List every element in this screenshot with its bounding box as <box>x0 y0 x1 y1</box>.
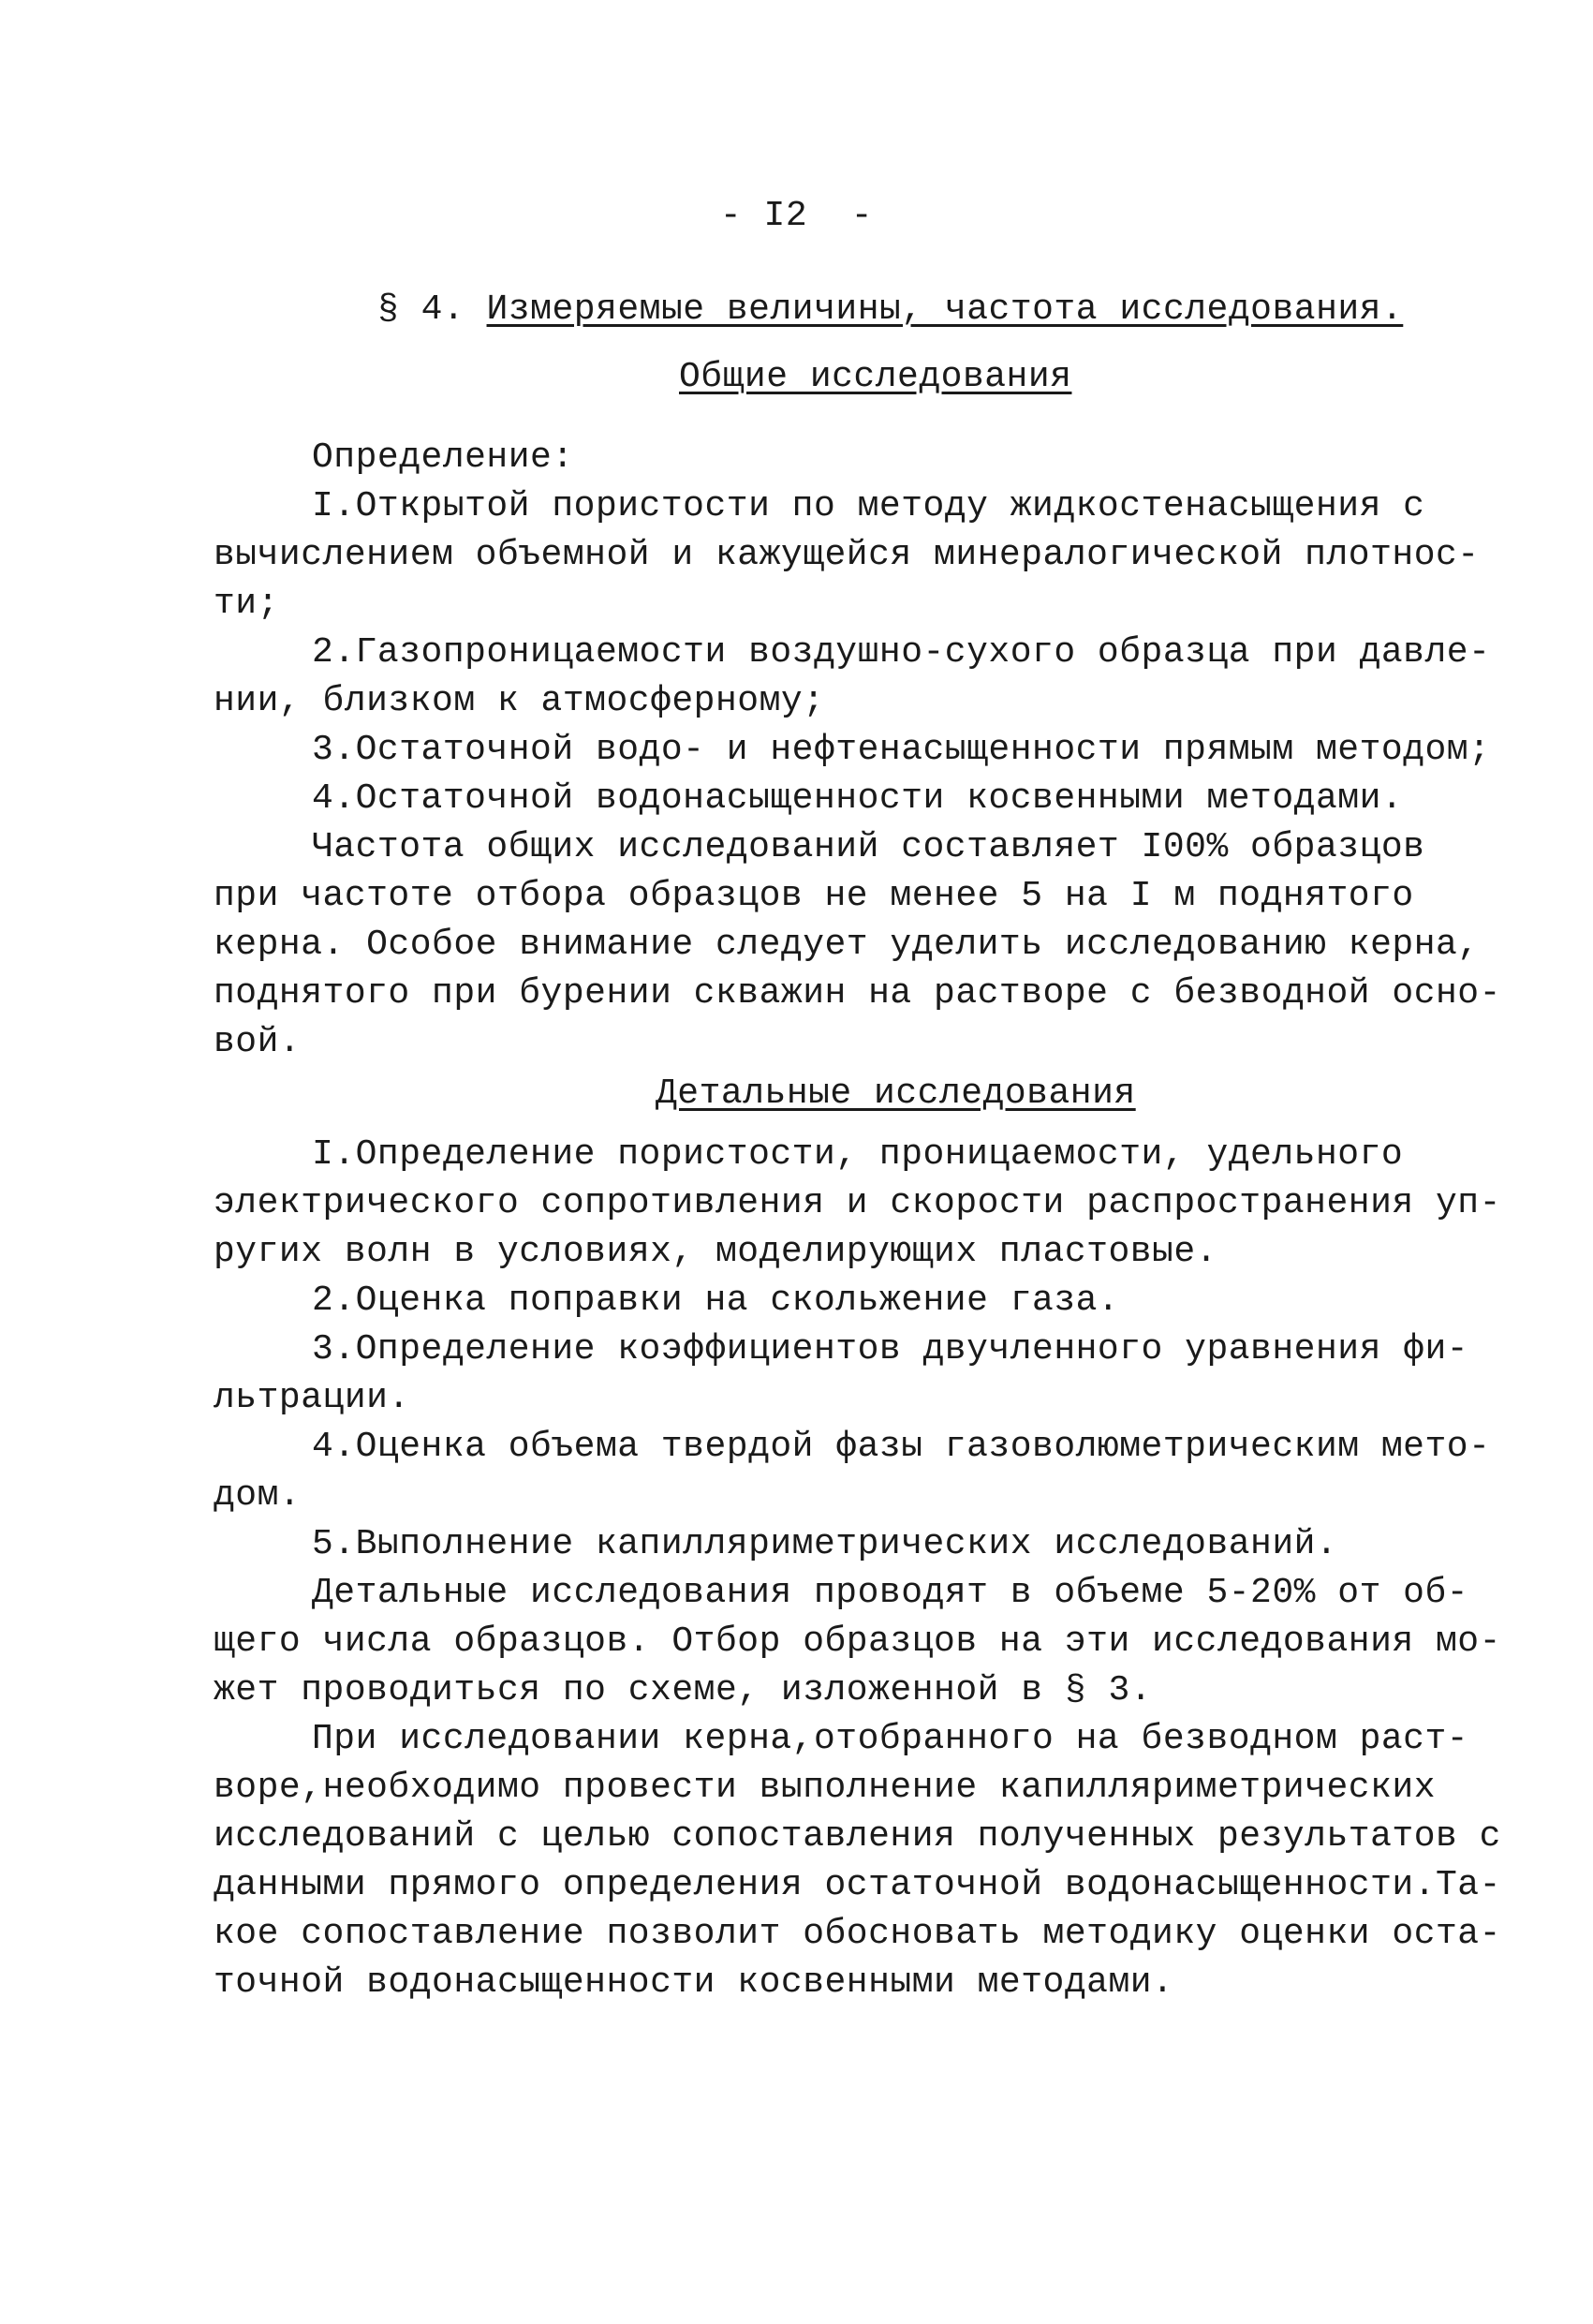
text-line: 3.Остаточной водо- и нефтенасыщенности прямым методом; <box>312 730 1491 770</box>
section-title: Измеряемые величины, частота исследования. <box>486 289 1404 330</box>
text-line: 4.Оценка объема твердой фазы газоволюметрическим мето- <box>312 1427 1491 1467</box>
section-heading <box>377 289 1403 332</box>
text-line: При исследовании керна,отобранного на безводном раст- <box>312 1719 1469 1759</box>
section-sign: § 4. <box>377 289 487 330</box>
text-line: 2.Оценка поправки на скольжение газа. <box>312 1280 1120 1321</box>
text-line: при частоте отбора образцов не менее 5 на I м поднятого <box>214 876 1414 916</box>
text-line: 4.Остаточной водонасыщенности косвенными методами. <box>312 778 1404 819</box>
text-line: поднятого при бурении скважин на растворе с безводной осно- <box>214 973 1501 1014</box>
text-line: исследований с целью сопоставления полученных результатов с <box>214 1816 1501 1857</box>
text-line: нии, близком к атмосферному; <box>214 681 825 721</box>
text-line: точной водонасыщенности косвенными методами. <box>214 1962 1174 2003</box>
text-line: вычислением объемной и кажущейся минералогической плотнос- <box>214 535 1480 575</box>
text-line: 5.Выполнение капилляриметрических исследований. <box>312 1524 1338 1564</box>
text-line: льтрации. <box>214 1378 410 1418</box>
general-heading: Общие исследования <box>679 357 1072 397</box>
text-line: I.Открытой пористости по методу жидкостенасыщения с <box>312 486 1425 526</box>
page-number: - I2 - <box>719 196 874 236</box>
text-line: кое сопоставление позволит обосновать методику оценки оста- <box>214 1914 1501 1954</box>
text-line: ругих волн в условиях, моделирующих пластовые. <box>214 1232 1217 1272</box>
text-line: керна. Особое внимание следует уделить исследованию керна, <box>214 925 1480 965</box>
text-line: воре,необходимо провести выполнение капилляриметрических <box>214 1768 1437 1808</box>
text-line: Частота общих исследований составляет I00% образцов <box>312 827 1425 867</box>
text-line: щего числа образцов. Отбор образцов на эти исследования мо- <box>214 1621 1501 1662</box>
text-line: Определение: <box>312 437 574 478</box>
text-line: вой. <box>214 1022 302 1062</box>
text-line: Детальные исследования проводят в объеме 5-20% от об- <box>312 1573 1469 1613</box>
text-line: 2.Газопроницаемости воздушно-сухого образца при давле- <box>312 632 1491 673</box>
text-line: I.Определение пористости, проницаемости, удельного <box>312 1134 1404 1175</box>
text-line: дом. <box>214 1475 302 1516</box>
text-line: данными прямого определения остаточной водонасыщенности.Та- <box>214 1865 1501 1905</box>
text-line: 3.Определение коэффициентов двучленного уравнения фи- <box>312 1329 1469 1369</box>
text-line: электрического сопротивления и скорости распространения уп- <box>214 1183 1501 1223</box>
detailed-heading: Детальные исследования <box>656 1073 1136 1114</box>
text-line: жет проводиться по схеме, изложенной в § 3. <box>214 1670 1153 1710</box>
text-line: ти; <box>214 584 279 624</box>
